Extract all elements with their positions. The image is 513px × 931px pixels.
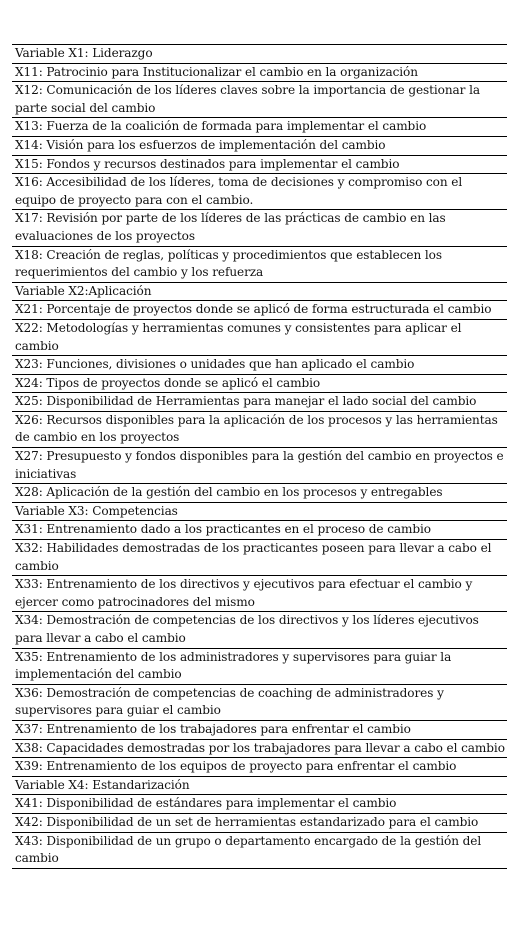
indicator-cell: X16: Accesibilidad de los líderes, toma de decisiones y compromiso con el equipo de proyecto para con el cambio. bbox=[12, 174, 507, 210]
table-row bbox=[12, 684, 507, 720]
table-row bbox=[12, 576, 507, 612]
table-row bbox=[12, 210, 507, 246]
indicator-cell: X24: Tipos de proyectos donde se aplicó el cambio bbox=[12, 374, 507, 393]
indicator-cell: X15: Fondos y recursos destinados para implementar el cambio bbox=[12, 155, 507, 174]
indicator-cell: X26: Recursos disponibles para la aplicación de los procesos y las herramientas de cambio en los proyectos bbox=[12, 411, 507, 447]
indicator-cell: X12: Comunicación de los líderes claves sobre la importancia de gestionar la parte social del cambio bbox=[12, 82, 507, 118]
variables-table-body bbox=[12, 45, 507, 869]
indicator-cell: X28: Aplicación de la gestión del cambio en los procesos y entregables bbox=[12, 484, 507, 503]
table-row bbox=[12, 301, 507, 320]
indicator-cell: X14: Visión para los esfuerzos de implementación del cambio bbox=[12, 136, 507, 155]
table-row bbox=[12, 63, 507, 82]
table-row bbox=[12, 612, 507, 648]
table-row bbox=[12, 155, 507, 174]
indicator-cell: X32: Habilidades demostradas de los practicantes poseen para llevar a cabo el cambio bbox=[12, 540, 507, 576]
variable-header-row bbox=[12, 502, 507, 521]
table-row bbox=[12, 356, 507, 375]
table-row bbox=[12, 411, 507, 447]
table-row bbox=[12, 720, 507, 739]
table-row bbox=[12, 374, 507, 393]
indicator-cell: X33: Entrenamiento de los directivos y ejecutivos para efectuar el cambio y ejercer como patrocinadores del mismo bbox=[12, 576, 507, 612]
indicator-cell: X22: Metodologías y herramientas comunes y consistentes para aplicar el cambio bbox=[12, 319, 507, 355]
table-row bbox=[12, 136, 507, 155]
variable-header-row bbox=[12, 282, 507, 301]
table-row bbox=[12, 393, 507, 412]
table-row bbox=[12, 174, 507, 210]
variable-header-cell: Variable X4: Estandarización bbox=[12, 776, 507, 795]
indicator-cell: X42: Disponibilidad de un set de herramientas estandarizado para el cambio bbox=[12, 813, 507, 832]
indicator-cell: X27: Presupuesto y fondos disponibles para la gestión del cambio en proyectos e iniciativas bbox=[12, 448, 507, 484]
table-row bbox=[12, 448, 507, 484]
indicator-cell: X41: Disponibilidad de estándares para implementar el cambio bbox=[12, 795, 507, 814]
table-row bbox=[12, 540, 507, 576]
variable-header-cell: Variable X2:Aplicación bbox=[12, 282, 507, 301]
indicator-cell: X35: Entrenamiento de los administradores y supervisores para guiar la implementación del cambio bbox=[12, 648, 507, 684]
indicator-cell: X11: Patrocinio para Institucionalizar el cambio en la organización bbox=[12, 63, 507, 82]
table-row bbox=[12, 795, 507, 814]
table-row bbox=[12, 521, 507, 540]
indicator-cell: X31: Entrenamiento dado a los practicantes en el proceso de cambio bbox=[12, 521, 507, 540]
table-row bbox=[12, 813, 507, 832]
variables-table bbox=[12, 44, 507, 869]
indicator-cell: X43: Disponibilidad de un grupo o departamento encargado de la gestión del cambio bbox=[12, 832, 507, 868]
variable-header-row bbox=[12, 45, 507, 64]
table-row bbox=[12, 739, 507, 758]
indicator-cell: X13: Fuerza de la coalición de formada para implementar el cambio bbox=[12, 118, 507, 137]
table-row bbox=[12, 648, 507, 684]
table-row bbox=[12, 832, 507, 868]
variable-header-cell: Variable X1: Liderazgo bbox=[12, 45, 507, 64]
table-row bbox=[12, 246, 507, 282]
indicator-cell: X39: Entrenamiento de los equipos de proyecto para enfrentar el cambio bbox=[12, 758, 507, 777]
indicator-cell: X36: Demostración de competencias de coaching de administradores y supervisores para guiar el cambio bbox=[12, 684, 507, 720]
indicator-cell: X38: Capacidades demostradas por los trabajadores para llevar a cabo el cambio bbox=[12, 739, 507, 758]
indicator-cell: X37: Entrenamiento de los trabajadores para enfrentar el cambio bbox=[12, 720, 507, 739]
table-row bbox=[12, 484, 507, 503]
table-row bbox=[12, 319, 507, 355]
table-row bbox=[12, 758, 507, 777]
indicator-cell: X23: Funciones, divisiones o unidades que han aplicado el cambio bbox=[12, 356, 507, 375]
variable-header-row bbox=[12, 776, 507, 795]
indicator-cell: X21: Porcentaje de proyectos donde se aplicó de forma estructurada el cambio bbox=[12, 301, 507, 320]
table-row bbox=[12, 82, 507, 118]
table-row bbox=[12, 118, 507, 137]
indicator-cell: X18: Creación de reglas, políticas y procedimientos que establecen los requerimientos del cambio y los refuerza bbox=[12, 246, 507, 282]
indicator-cell: X25: Disponibilidad de Herramientas para manejar el lado social del cambio bbox=[12, 393, 507, 412]
indicator-cell: X17: Revisión por parte de los líderes de las prácticas de cambio en las evaluaciones de los proyectos bbox=[12, 210, 507, 246]
variable-header-cell: Variable X3: Competencias bbox=[12, 502, 507, 521]
indicator-cell: X34: Demostración de competencias de los directivos y los líderes ejecutivos para llevar a cabo el cambio bbox=[12, 612, 507, 648]
